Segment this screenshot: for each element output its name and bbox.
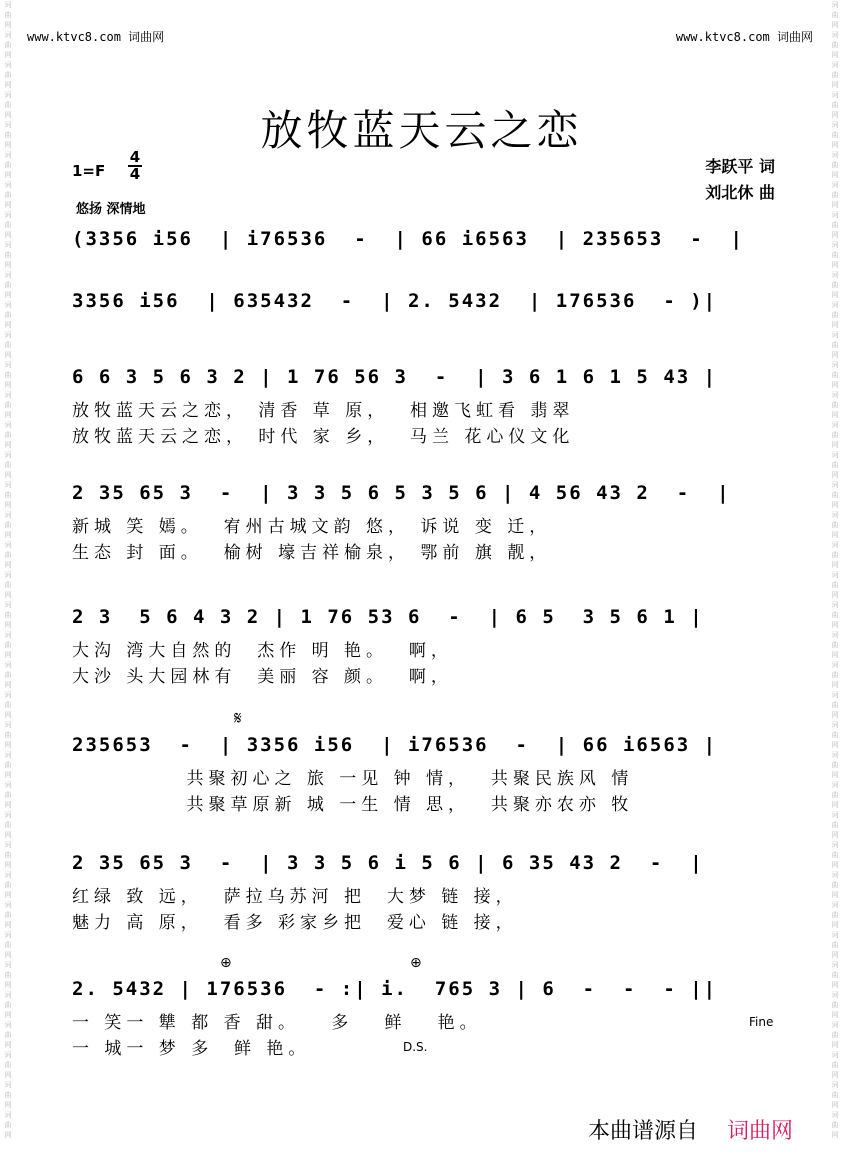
notation-line: 235653 - | 3356 i56 | i76536 - | 66 i6563 | (72, 734, 718, 756)
lyric-line: 大沟 湾大自然的 杰作 明 艳。 啊， (72, 641, 453, 660)
coda-icon-1: ⊕ (220, 955, 232, 971)
watermark-char: 词 曲 网 (4, 121, 12, 149)
watermark-char: 词 曲 网 (831, 721, 839, 749)
watermark-char: 词 曲 网 (831, 31, 839, 59)
notation-line: 2 35 65 3 - | 3 3 5 6 i 5 6 | 6 35 43 2 - | (72, 852, 704, 874)
watermark-char: 词 曲 网 (4, 391, 12, 419)
watermark-char: 词 曲 网 (4, 691, 12, 719)
watermark-char: 词 曲 网 (4, 931, 12, 959)
footer-source-label: 本曲谱源自 (588, 1119, 699, 1144)
watermark-char: 词 曲 网 (4, 721, 12, 749)
watermark-char: 词 曲 网 (4, 751, 12, 779)
time-signature: 4 4 (129, 148, 141, 183)
lyric-line: 放牧蓝天云之恋， 时代 家 乡， 马兰 花心仪文化 (72, 427, 575, 446)
watermark-char: 词 曲 网 (831, 1111, 839, 1139)
watermark-char: 词 曲 网 (4, 961, 12, 989)
watermark-char: 词 曲 网 (831, 241, 839, 269)
watermark-char: 词 曲 网 (831, 901, 839, 929)
fine-marker: Fine (749, 1015, 774, 1029)
watermark-char: 词 曲 网 (831, 871, 839, 899)
watermark-char: 词 曲 网 (831, 421, 839, 449)
watermark-char: 词 曲 网 (831, 331, 839, 359)
watermark-char: 词 曲 网 (4, 271, 12, 299)
watermark-char: 词 曲 网 (831, 541, 839, 569)
expression-mark: 悠扬 深情地 (76, 202, 146, 217)
notation-line: 3356 i56 | 635432 - | 2. 5432 | 176536 - )| (72, 290, 718, 312)
watermark-char: 词 曲 网 (4, 421, 12, 449)
watermark-char: 词 曲 网 (4, 511, 12, 539)
watermark-char: 词 曲 网 (831, 931, 839, 959)
watermark-char: 词 曲 网 (4, 241, 12, 269)
watermark-char: 词 曲 网 (831, 391, 839, 419)
watermark-char: 词 曲 网 (831, 271, 839, 299)
watermark-char: 词 曲 网 (831, 991, 839, 1019)
watermark-char: 词 曲 网 (831, 751, 839, 779)
watermark-char: 词 曲 网 (831, 481, 839, 509)
watermark-char: 词 曲 网 (4, 631, 12, 659)
watermark-char: 词 曲 网 (4, 991, 12, 1019)
watermark-char: 词 曲 网 (4, 361, 12, 389)
lyric-line: 生态 封 面。 榆树 壕吉祥榆泉， 鄂前 旗 靓， (72, 543, 552, 562)
watermark-char: 词 曲 网 (4, 661, 12, 689)
lyric-line: 放牧蓝天云之恋， 清香 草 原， 相邀飞虹看 翡翠 (72, 401, 575, 420)
watermark-char: 词 曲 网 (831, 361, 839, 389)
watermark-char: 词 曲 网 (831, 151, 839, 179)
lyric-line: 共聚草原新 城 一生 情 思， 共聚亦农亦 牧 (72, 795, 634, 814)
lyric-line: 新城 笑 嫣。 宥州古城文韵 悠， 诉说 变 迁， (72, 517, 552, 536)
watermark-char: 词 曲 网 (831, 961, 839, 989)
lyric-line: 大沙 头大园林有 美丽 容 颜。 啊， (72, 667, 453, 686)
watermark-char: 词 曲 网 (4, 901, 12, 929)
notation-line: (3356 i56 | i76536 - | 66 i6563 | 235653 - | (72, 228, 744, 250)
lyric-line: 一 笑一 犨 都 香 甜。 多 鲜 艳。 (72, 1013, 482, 1032)
watermark-char: 词 曲 网 (4, 1051, 12, 1079)
watermark-char: 词 曲 网 (831, 1081, 839, 1109)
watermark-char: 词 曲 网 (4, 211, 12, 239)
watermark-char: 词 曲 网 (831, 691, 839, 719)
segno-icon: 𝄋 (234, 708, 242, 729)
watermark-char: 词 曲 网 (4, 31, 12, 59)
left-watermark-strip (0, 0, 16, 1172)
watermark-char: 词 曲 网 (831, 121, 839, 149)
watermark-char: 词 曲 网 (831, 1051, 839, 1079)
watermark-char: 词 曲 网 (831, 61, 839, 89)
watermark-char: 词 曲 网 (831, 181, 839, 209)
watermark-char: 词 曲 网 (831, 571, 839, 599)
watermark-char: 词 曲 网 (4, 1081, 12, 1109)
right-watermark-strip (827, 0, 843, 1172)
notation-line: 2 35 65 3 - | 3 3 5 6 5 3 5 6 | 4 56 43 2 - | (72, 482, 731, 504)
watermark-char: 词 曲 网 (831, 1, 839, 29)
watermark-char: 词 曲 网 (831, 601, 839, 629)
watermark-char: 词 曲 网 (831, 451, 839, 479)
watermark-char: 词 曲 网 (831, 781, 839, 809)
coda-icon-2: ⊕ (410, 955, 422, 971)
watermark-char: 词 曲 网 (4, 331, 12, 359)
watermark-char: 词 曲 网 (831, 1021, 839, 1049)
watermark-char: 词 曲 网 (831, 631, 839, 659)
watermark-char: 词 曲 网 (831, 661, 839, 689)
watermark-char: 词 曲 网 (4, 541, 12, 569)
watermark-char: 词 曲 网 (831, 811, 839, 839)
watermark-char: 词 曲 网 (4, 601, 12, 629)
watermark-url-right: www.ktvc8.com 词曲网 (675, 30, 813, 44)
watermark-char: 词 曲 网 (4, 151, 12, 179)
watermark-char: 词 曲 网 (831, 211, 839, 239)
watermark-char: 词 曲 网 (831, 91, 839, 119)
watermark-char: 词 曲 网 (4, 811, 12, 839)
watermark-char: 词 曲 网 (4, 1021, 12, 1049)
watermark-char: 词 曲 网 (4, 571, 12, 599)
footer-brand-link[interactable]: 词曲网 (727, 1119, 794, 1144)
watermark-char: 词 曲 网 (4, 451, 12, 479)
watermark-char: 词 曲 网 (4, 1, 12, 29)
song-title: 放牧蓝天云之恋 (260, 106, 583, 155)
lyricist-credit: 李跃平 词 (705, 157, 775, 176)
watermark-char: 词 曲 网 (4, 91, 12, 119)
notation-line: 2. 5432 | 176536 - :| i. 765 3 | 6 - - - || (72, 978, 718, 1000)
ds-marker: D.S. (403, 1040, 428, 1054)
watermark-url-left: www.ktvc8.com 词曲网 (27, 30, 165, 44)
notation-line: 2 3 5 6 4 3 2 | 1 76 53 6 - | 6 5 3 5 6 1 | (72, 606, 704, 628)
watermark-char: 词 曲 网 (4, 841, 12, 869)
watermark-char: 词 曲 网 (4, 871, 12, 899)
watermark-char: 词 曲 网 (4, 1111, 12, 1139)
watermark-char: 词 曲 网 (831, 301, 839, 329)
lyric-line: 共聚初心之 旅 一见 钟 情， 共聚民族风 情 (72, 769, 634, 788)
composer-credit: 刘北休 曲 (705, 183, 775, 202)
watermark-char: 词 曲 网 (4, 301, 12, 329)
watermark-char: 词 曲 网 (4, 61, 12, 89)
watermark-char: 词 曲 网 (831, 511, 839, 539)
lyric-line: 一 城一 梦 多 鲜 艳。 (72, 1039, 311, 1058)
notation-line: 6 6 3 5 6 3 2 | 1 76 56 3 - | 3 6 1 6 1 5 43 | (72, 366, 718, 388)
key-signature: 1=F (72, 162, 106, 180)
watermark-char: 词 曲 网 (4, 781, 12, 809)
watermark-char: 词 曲 网 (4, 481, 12, 509)
lyric-line: 红绿 致 远， 萨拉乌苏河 把 大梦 链 接， (72, 887, 518, 906)
lyric-line: 魅力 高 原， 看多 彩家乡把 爱心 链 接， (72, 913, 518, 932)
watermark-char: 词 曲 网 (4, 181, 12, 209)
watermark-char: 词 曲 网 (831, 841, 839, 869)
